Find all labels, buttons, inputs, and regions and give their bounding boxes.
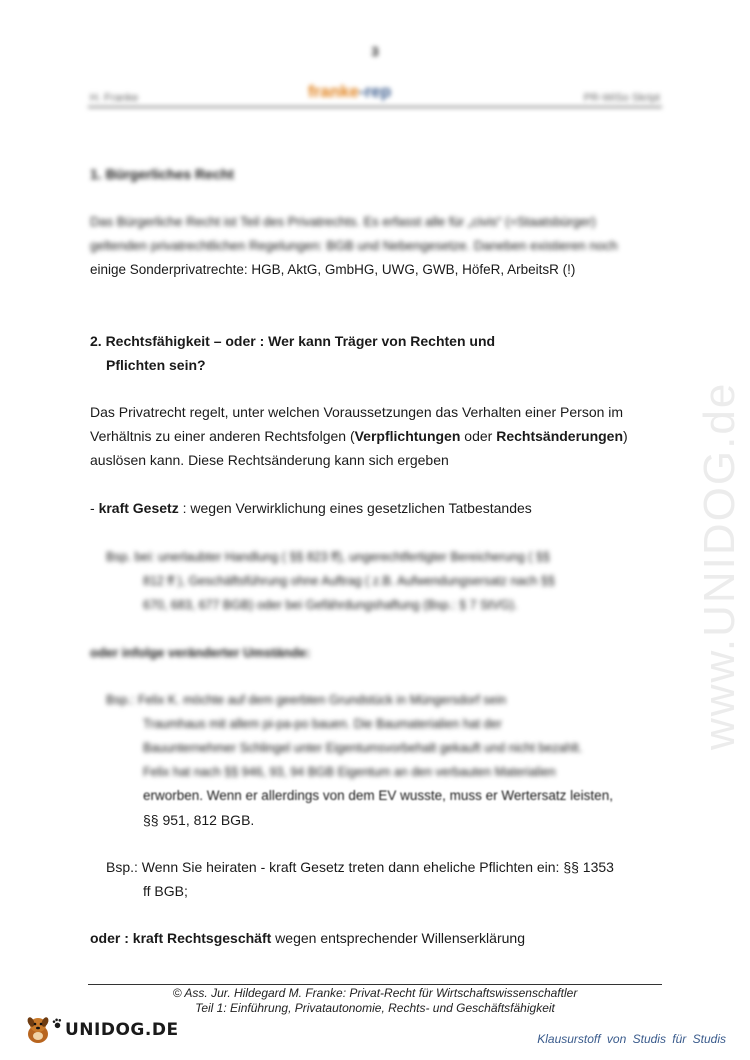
section2-heading-line2: Pflichten sein? xyxy=(106,357,206,373)
section1-line1: Das Bürgerliche Recht ist Teil des Privatrechts. Es erfasst alle für „civis“ (=Staatsbürger) xyxy=(90,214,596,229)
footer-copyright: © Ass. Jur. Hildegard M. Franke: Privat-Recht für Wirtschaftswissenschaftler xyxy=(172,986,578,1000)
example2-line6: §§ 951, 812 BGB. xyxy=(143,812,255,828)
intro-line2 xyxy=(90,424,628,448)
unidog-logo xyxy=(22,1014,179,1046)
example1-line2: 812 ff ), Geschäftsführung ohne Auftrag ( z.B. Aufwendungsersatz nach §§ xyxy=(143,574,555,588)
footer-subtitle: Teil 1: Einführung, Privatautonomie, Rechts- und Geschäftsfähigkeit xyxy=(195,1001,555,1015)
example3-line1: Bsp.: Wenn Sie heiraten - kraft Gesetz treten dann eheliche Pflichten ein: §§ 1353 xyxy=(106,859,614,875)
kraft-rest: : wegen Verwirklichung eines gesetzlichen Tatbestandes xyxy=(178,500,532,516)
paw-print-icon xyxy=(52,1018,63,1029)
side-watermark xyxy=(660,381,750,750)
intro-line2-a: Verhältnis zu einer anderen Rechtsfolgen ( xyxy=(90,428,355,444)
header-author: H. Franke xyxy=(90,92,139,104)
intro-line2-c: oder xyxy=(460,428,497,444)
intro-line1: Das Privatrecht regelt, unter welchen Voraussetzungen das Verhalten einer Person im xyxy=(90,404,624,420)
rechtsgeschaeft-line xyxy=(90,926,525,950)
brand-text: UNIDOG.DE xyxy=(65,1020,179,1040)
header-course: PR-WiSo Skript xyxy=(583,92,660,104)
page-number: 3 xyxy=(371,44,379,59)
footer-divider xyxy=(88,984,662,985)
term-rechtsaenderungen: Rechtsänderungen xyxy=(496,428,624,444)
example3-line2: ff BGB; xyxy=(143,883,188,899)
section1-line3: einige Sonderprivatrechte: HGB, AktG, GmbHG, UWG, GWB, HöfeR, ArbeitsR (!) xyxy=(90,262,576,277)
dog-mascot-icon xyxy=(22,1014,54,1046)
header-divider xyxy=(88,106,662,108)
franke-rep-logo xyxy=(308,82,391,102)
example1-line1: Bsp. bei: unerlaubter Handlung ( §§ 823 ff), ungerechtfertigter Bereicherung ( §§ xyxy=(106,550,550,564)
section2-heading-line1: 2. Rechtsfähigkeit – oder : Wer kann Träger von Rechten und xyxy=(90,333,496,349)
example1-line3: 670, 683, 677 BGB) oder bei Gefährdungshaftung (Bsp.: § 7 StVG). xyxy=(143,598,518,612)
intro-line3: auslösen kann. Diese Rechtsänderung kann sich ergeben xyxy=(90,452,449,468)
kraft-prefix: - xyxy=(90,500,99,516)
kraft-gesetz-term: kraft Gesetz xyxy=(98,500,179,516)
section1-heading: 1. Bürgerliches Recht xyxy=(90,166,234,182)
rechtsgeschaeft-term: oder : kraft Rechtsgeschäft xyxy=(90,930,272,946)
rechtsgeschaeft-rest: wegen entsprechender Willenserklärung xyxy=(271,930,525,946)
logo-accent-text: -rep xyxy=(359,82,392,101)
example2-line2: Traumhaus mit allem pi-pa-po bauen. Die Baumaterialien hat der xyxy=(143,717,502,731)
example2-line3: Bauunternehmer Schlingel unter Eigentumsvorbehalt gekauft und nicht bezahlt. xyxy=(143,741,583,755)
example2-line4: Felix hat nach §§ 946, 93, 94 BGB Eigentum an den verbauten Materialien xyxy=(143,765,556,779)
example2-line1: Bsp.: Felix K. möchte auf dem geerbten Grundstück in Müngersdorf sein xyxy=(106,693,507,707)
example2-line5: erworben. Wenn er allerdings von dem EV wusste, muss er Wertersatz leisten, xyxy=(143,788,613,803)
footer-slogan: Klausurstoff von Studis für Studis xyxy=(537,1032,726,1046)
intro-line2-e: ) xyxy=(623,428,628,444)
kraft-gesetz-line xyxy=(90,496,532,520)
logo-main-text: franke xyxy=(308,82,360,101)
term-verpflichtungen: Verpflichtungen xyxy=(354,428,461,444)
umstaende-heading: oder infolge veränderter Umstände: xyxy=(90,645,311,660)
section1-line2: geltenden privatrechtlichen Regelungen: BGB und Nebengesetze. Daneben existieren noch xyxy=(90,238,618,253)
watermark-text: www.UNIDOG.de xyxy=(695,381,744,750)
